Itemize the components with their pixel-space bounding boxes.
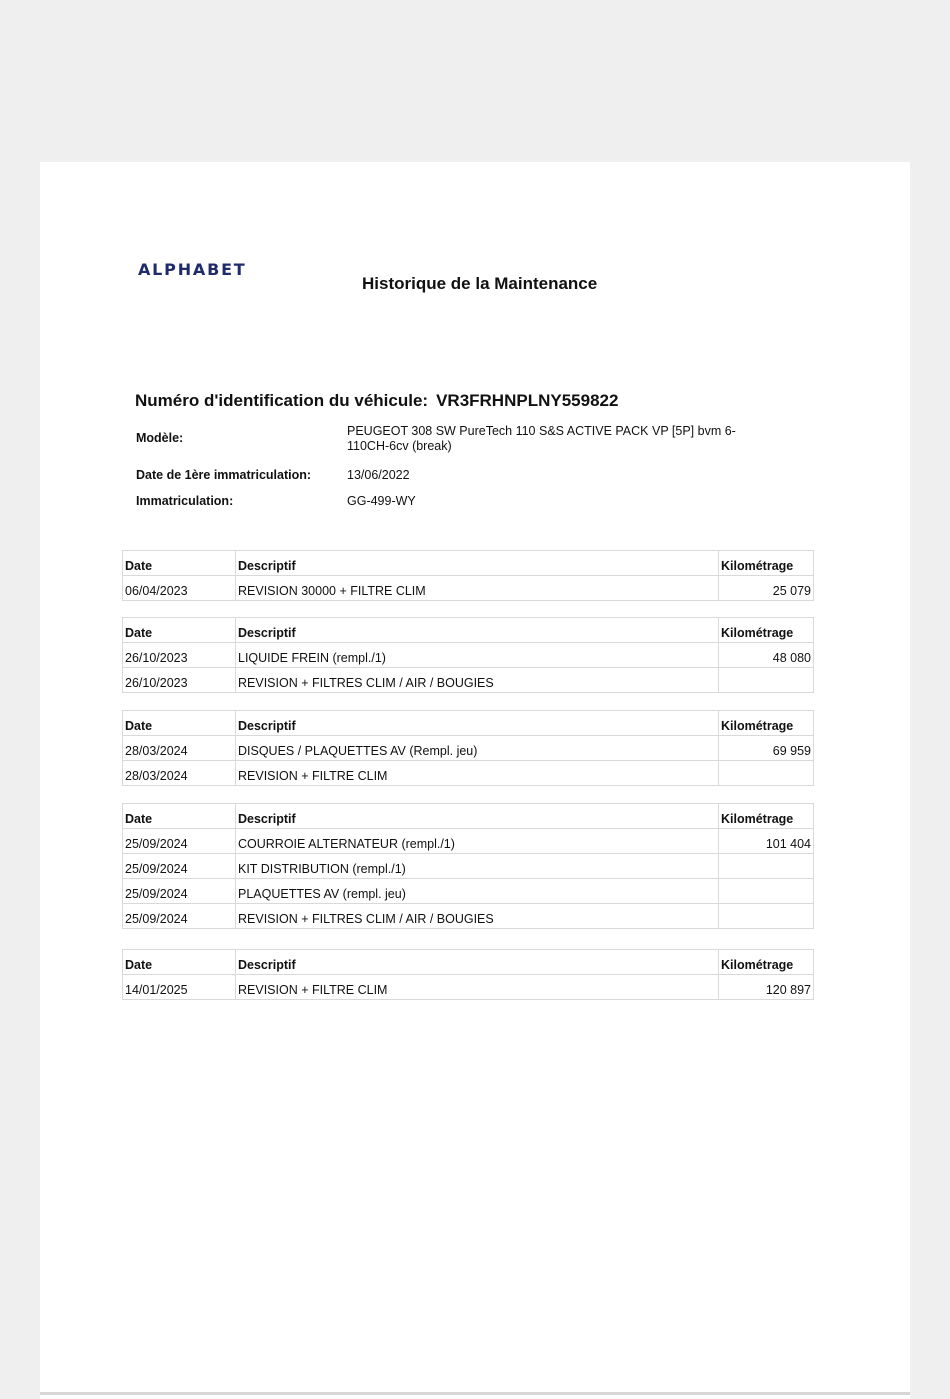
row-mileage xyxy=(719,904,814,929)
row-date: 14/01/2025 xyxy=(123,975,236,1000)
column-header-date: Date xyxy=(123,551,236,576)
table-header-row xyxy=(123,804,814,829)
row-mileage xyxy=(719,879,814,904)
first-registration-value: 13/06/2022 xyxy=(347,468,410,482)
row-date: 25/09/2024 xyxy=(123,904,236,929)
page-title: Historique de la Maintenance xyxy=(362,274,598,293)
column-header-date: Date xyxy=(123,711,236,736)
row-date: 28/03/2024 xyxy=(123,761,236,786)
row-mileage: 101 404 xyxy=(719,829,814,854)
row-description: DISQUES / PLAQUETTES AV (Rempl. jeu) xyxy=(236,736,719,761)
plate-label: Immatriculation: xyxy=(136,494,234,508)
column-header-date: Date xyxy=(123,950,236,975)
row-description: REVISION + FILTRE CLIM xyxy=(236,975,719,1000)
column-header-description: Descriptif xyxy=(236,711,719,736)
row-mileage: 25 079 xyxy=(719,576,814,601)
column-header-description: Descriptif xyxy=(236,618,719,643)
column-header-date: Date xyxy=(123,804,236,829)
column-header-mileage: Kilométrage xyxy=(719,950,814,975)
row-mileage: 48 080 xyxy=(719,643,814,668)
row-date: 06/04/2023 xyxy=(123,576,236,601)
row-mileage: 120 897 xyxy=(719,975,814,1000)
row-description: REVISION 30000 + FILTRE CLIM xyxy=(236,576,719,601)
table-row xyxy=(123,643,814,668)
maintenance-table xyxy=(122,710,814,786)
row-description: REVISION + FILTRE CLIM xyxy=(236,761,719,786)
column-header-description: Descriptif xyxy=(236,804,719,829)
row-date: 26/10/2023 xyxy=(123,668,236,693)
column-header-mileage: Kilométrage xyxy=(719,804,814,829)
table-header-row xyxy=(123,551,814,576)
column-header-description: Descriptif xyxy=(236,551,719,576)
row-date: 25/09/2024 xyxy=(123,854,236,879)
vin-line xyxy=(135,391,618,411)
maintenance-table xyxy=(122,949,814,1000)
model-value: PEUGEOT 308 SW PureTech 110 S&S ACTIVE PACK VP [5P] bvm 6-110CH-6cv (break) xyxy=(347,424,736,453)
row-mileage xyxy=(719,668,814,693)
table-row xyxy=(123,879,814,904)
table-header-row xyxy=(123,618,814,643)
company-logo: ALPHABET xyxy=(138,260,247,279)
table-header-row xyxy=(123,950,814,975)
maintenance-table xyxy=(122,550,814,601)
row-description: LIQUIDE FREIN (rempl./1) xyxy=(236,643,719,668)
vin-value: VR3FRHNPLNY559822 xyxy=(436,391,619,410)
row-mileage: 69 959 xyxy=(719,736,814,761)
vin-label: Numéro d'identification du véhicule: xyxy=(135,391,429,410)
table-row xyxy=(123,668,814,693)
table-header-row xyxy=(123,711,814,736)
first-registration-label: Date de 1ère immatriculation: xyxy=(136,468,312,482)
maintenance-table xyxy=(122,617,814,693)
table-row xyxy=(123,761,814,786)
page-divider xyxy=(40,1392,910,1395)
column-header-mileage: Kilométrage xyxy=(719,711,814,736)
column-header-description: Descriptif xyxy=(236,950,719,975)
table-row xyxy=(123,736,814,761)
row-description: REVISION + FILTRES CLIM / AIR / BOUGIES xyxy=(236,668,719,693)
row-description: REVISION + FILTRES CLIM / AIR / BOUGIES xyxy=(236,904,719,929)
model-label: Modèle: xyxy=(136,431,184,445)
table-row xyxy=(123,904,814,929)
table-row xyxy=(123,854,814,879)
row-description: COURROIE ALTERNATEUR (rempl./1) xyxy=(236,829,719,854)
row-mileage xyxy=(719,761,814,786)
table-row xyxy=(123,975,814,1000)
row-date: 25/09/2024 xyxy=(123,829,236,854)
plate-value: GG-499-WY xyxy=(347,494,416,508)
row-mileage xyxy=(719,854,814,879)
column-header-mileage: Kilométrage xyxy=(719,618,814,643)
row-description: KIT DISTRIBUTION (rempl./1) xyxy=(236,854,719,879)
maintenance-table xyxy=(122,803,814,929)
row-description: PLAQUETTES AV (rempl. jeu) xyxy=(236,879,719,904)
column-header-mileage: Kilométrage xyxy=(719,551,814,576)
row-date: 26/10/2023 xyxy=(123,643,236,668)
row-date: 28/03/2024 xyxy=(123,736,236,761)
column-header-date: Date xyxy=(123,618,236,643)
row-date: 25/09/2024 xyxy=(123,879,236,904)
table-row xyxy=(123,829,814,854)
table-row xyxy=(123,576,814,601)
